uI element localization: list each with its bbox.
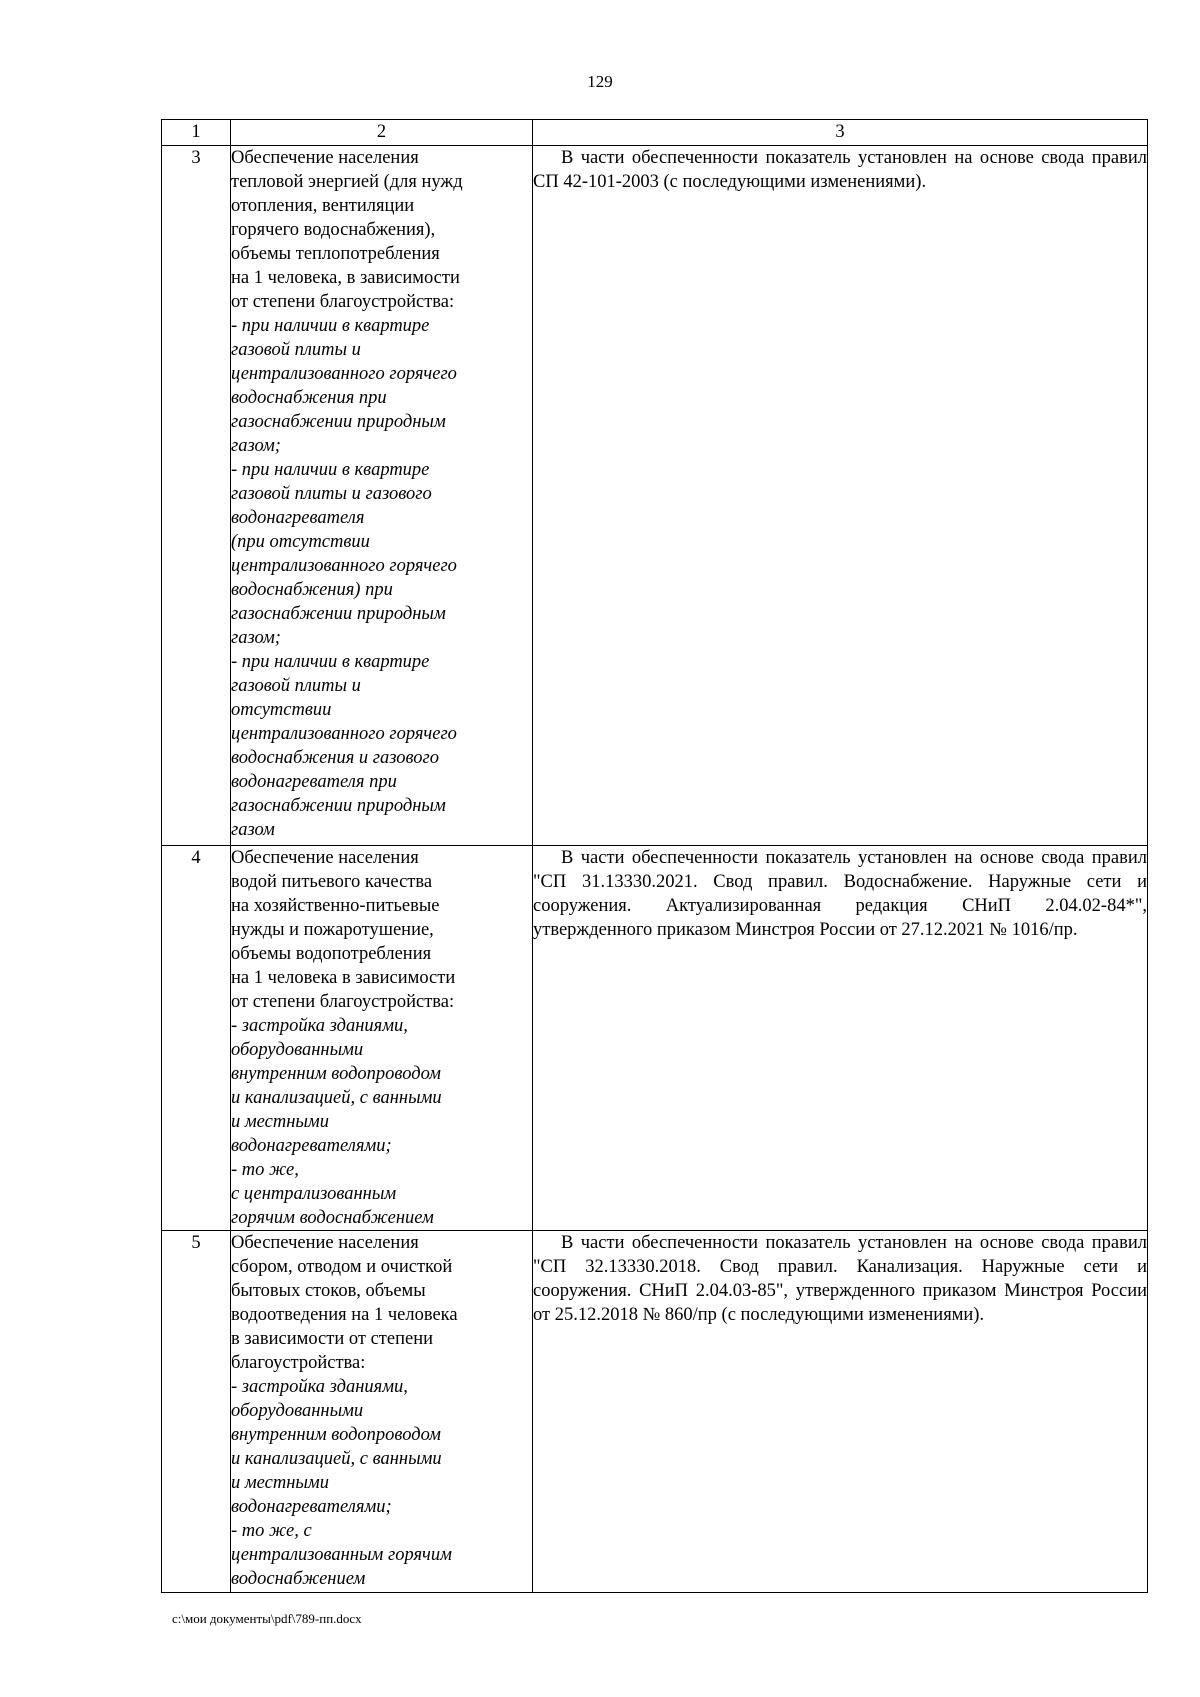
basis-text: В части обеспеченности показатель установлен на основе свода правил "СП 32.13330.2018. Свод правил. Канализация. Наружные сети и сооружения. СНиП 2.04.03-85", утвержденного приказом Минстроя России от 25.12.2018 № 860/пр (с последующими изменениями). <box>533 1233 1147 1325</box>
description-line: Обеспечение населения <box>231 848 419 868</box>
row-basis <box>533 146 1148 846</box>
column-header: 1 <box>162 120 231 146</box>
table-row <box>162 1231 1148 1593</box>
table-row <box>162 846 1148 1231</box>
description-line: благоустройства: <box>231 1353 366 1373</box>
basis-text: В части обеспеченности показатель установлен на основе свода правил СП 42-101-2003 (с последующими изменениями). <box>533 148 1147 192</box>
description-line: и местными <box>231 1112 329 1132</box>
description-line: газом; <box>231 436 281 456</box>
description-line: - при наличии в квартире <box>231 460 430 480</box>
description-line: отсутствии <box>231 700 332 720</box>
description-line: сбором, отводом и очисткой <box>231 1257 453 1277</box>
description-line: с централизованным <box>231 1184 397 1204</box>
description-line: централизованного горячего <box>231 556 457 576</box>
description-line: от степени благоустройства: <box>231 292 455 312</box>
description-line: от степени благоустройства: <box>231 992 455 1012</box>
description-line: водонагревателя при <box>231 772 397 792</box>
description-line: водоснабжения и газового <box>231 748 439 768</box>
description-line: и канализацией, с ванными <box>231 1449 442 1469</box>
description-line: газоснабжении природным <box>231 604 446 624</box>
column-header: 2 <box>231 120 533 146</box>
row-basis <box>533 846 1148 1231</box>
description-line: водоснабжения при <box>231 388 387 408</box>
basis-text: В части обеспеченности показатель установлен на основе свода правил "СП 31.13330.2021. Свод правил. Водоснабжение. Наружные сети и сооружения. Актуализированная редакция СНиП 2.04.02-84*", утвержденного приказом Минстроя России от 27.12.2021 № 1016/пр. <box>533 848 1147 940</box>
description-line: горячего водоснабжения), <box>231 220 436 240</box>
row-basis <box>533 1231 1148 1593</box>
row-number: 4 <box>162 846 231 1231</box>
row-description <box>231 846 533 1231</box>
description-line: Обеспечение населения <box>231 148 419 168</box>
description-line: - застройка зданиями, <box>231 1016 408 1036</box>
description-line: и местными <box>231 1473 329 1493</box>
description-line: оборудованными <box>231 1040 364 1060</box>
description-line: - застройка зданиями, <box>231 1377 408 1397</box>
description-line: отопления, вентиляции <box>231 196 415 216</box>
description-line: водой питьевого качества <box>231 872 433 892</box>
description-line: централизованного горячего <box>231 364 457 384</box>
description-line: газовой плиты и <box>231 340 361 360</box>
description-line: и канализацией, с ванными <box>231 1088 442 1108</box>
description-line: водоснабжения) при <box>231 580 393 600</box>
description-line: - при наличии в квартире <box>231 316 430 336</box>
description-line: нужды и пожаротушение, <box>231 920 434 940</box>
description-line: Обеспечение населения <box>231 1233 419 1253</box>
table-row <box>162 146 1148 846</box>
description-line: водонагревателями; <box>231 1136 392 1156</box>
description-line: газоснабжении природным <box>231 796 446 816</box>
description-line: газовой плиты и <box>231 676 361 696</box>
description-line: на хозяйственно-питьевые <box>231 896 440 916</box>
description-line: водонагревателя <box>231 508 365 528</box>
description-line: - то же, с <box>231 1521 312 1541</box>
row-description <box>231 1231 533 1593</box>
footer-file-path: c:\мои документы\pdf\789-пп.docx <box>172 1611 362 1626</box>
description-line: водоотведения на 1 человека <box>231 1305 458 1325</box>
description-line: оборудованными <box>231 1401 364 1421</box>
description-line: внутренним водопроводом <box>231 1425 441 1445</box>
description-line: на 1 человека, в зависимости <box>231 268 460 288</box>
description-line: внутренним водопроводом <box>231 1064 441 1084</box>
indicator-table <box>161 119 1148 1593</box>
description-line: горячим водоснабжением <box>231 1208 434 1228</box>
description-line: водоснабжением <box>231 1569 366 1589</box>
description-line: на 1 человека в зависимости <box>231 968 456 988</box>
page-number: 129 <box>587 72 613 91</box>
column-header: 3 <box>533 120 1148 146</box>
description-line: централизованным горячим <box>231 1545 452 1565</box>
description-line: (при отсутствии <box>231 532 370 552</box>
description-line: газом; <box>231 628 281 648</box>
description-line: газоснабжении природным <box>231 412 446 432</box>
row-number: 3 <box>162 146 231 846</box>
description-line: - при наличии в квартире <box>231 652 430 672</box>
description-line: водонагревателями; <box>231 1497 392 1517</box>
row-number: 5 <box>162 1231 231 1593</box>
description-line: тепловой энергией (для нужд <box>231 172 463 192</box>
row-description <box>231 146 533 846</box>
description-line: объемы теплопотребления <box>231 244 440 264</box>
table-header-row <box>162 120 1148 146</box>
description-line: централизованного горячего <box>231 724 457 744</box>
description-line: - то же, <box>231 1160 299 1180</box>
description-line: бытовых стоков, объемы <box>231 1281 426 1301</box>
description-line: объемы водопотребления <box>231 944 432 964</box>
description-line: газовой плиты и газового <box>231 484 432 504</box>
description-line: газом <box>231 820 275 840</box>
description-line: в зависимости от степени <box>231 1329 434 1349</box>
